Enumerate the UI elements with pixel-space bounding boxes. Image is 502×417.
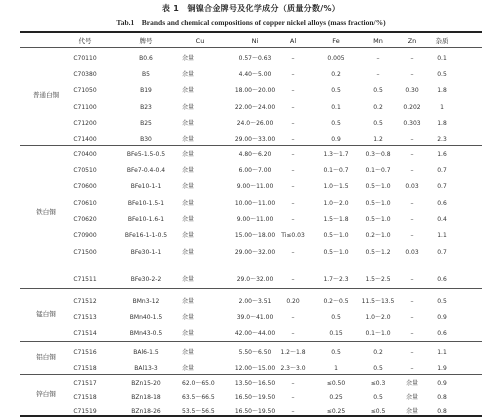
table-cell: – bbox=[291, 151, 295, 158]
table-cell: 0.5 bbox=[373, 365, 383, 372]
table-cell: – bbox=[291, 216, 295, 223]
table-cell: B23 bbox=[140, 104, 152, 111]
table-cell: BFe10-1.5-1 bbox=[127, 200, 165, 207]
table-cell: – bbox=[291, 183, 295, 190]
table-cell: 0.5 bbox=[373, 87, 383, 94]
group-separator-rule bbox=[20, 145, 482, 146]
table-cell: 余量 bbox=[182, 232, 195, 239]
table-top-rule bbox=[20, 31, 482, 33]
table-cell: 0.5 bbox=[373, 120, 383, 127]
table-cell: – bbox=[376, 55, 380, 62]
table-cell: C71512 bbox=[73, 298, 97, 305]
table-cell: 1.7～2.3 bbox=[323, 276, 349, 283]
table-cell: – bbox=[410, 71, 414, 78]
table-cell: 2.3 bbox=[437, 136, 447, 143]
table-cell: 0.202 bbox=[403, 104, 421, 111]
table-cell: 0.7 bbox=[437, 183, 447, 190]
table-cell: 2.00～3.51 bbox=[238, 298, 272, 305]
table-cell: 0.6 bbox=[437, 200, 447, 207]
table-cell: – bbox=[410, 314, 414, 321]
group-separator-rule bbox=[20, 374, 482, 375]
column-header: Cu bbox=[195, 37, 205, 45]
table-cell: BFe10-1.6-1 bbox=[127, 216, 165, 223]
table-cell: BZn18-26 bbox=[131, 408, 161, 415]
table-cell: 1.0～2.0 bbox=[323, 200, 349, 207]
table-cell: 16.50～19.50 bbox=[234, 394, 276, 401]
table-cell: 0.5～1.0 bbox=[323, 232, 349, 239]
table-cell: 余量 bbox=[182, 136, 195, 143]
table-cell: 余量 bbox=[182, 104, 195, 111]
table-cell: C71514 bbox=[73, 330, 97, 337]
table-cell: C70510 bbox=[73, 167, 97, 174]
group-separator-rule bbox=[20, 288, 482, 289]
table-cell: – bbox=[291, 394, 295, 401]
table-cell: 29.00～32.00 bbox=[234, 249, 276, 256]
group-label: 铁白铜 bbox=[36, 208, 56, 216]
table-cell: 0.15 bbox=[329, 330, 343, 337]
column-header: Ni bbox=[251, 37, 259, 45]
table-cell: ≤0.3 bbox=[370, 380, 386, 387]
table-cell: 0.9 bbox=[437, 314, 447, 321]
table-cell: C70620 bbox=[73, 216, 97, 223]
table-cell: B0.6 bbox=[139, 55, 153, 62]
table-cell: 0.57～0.63 bbox=[238, 55, 272, 62]
table-cell: 0.5 bbox=[373, 394, 383, 401]
table-cell: C71518 bbox=[73, 365, 97, 372]
table-cell: 1.2 bbox=[373, 136, 383, 143]
table-cell: 0.5 bbox=[437, 71, 447, 78]
table-cell: BZn15-20 bbox=[131, 380, 161, 387]
table-cell: 0.6 bbox=[437, 276, 447, 283]
table-cell: C71518 bbox=[73, 394, 97, 401]
table-cell: C70400 bbox=[73, 151, 97, 158]
table-cell: 5.50～6.50 bbox=[238, 349, 272, 356]
table-cell: 0.5 bbox=[331, 87, 341, 94]
table-cell: ≤0.25 bbox=[326, 408, 346, 415]
table-cell: C71050 bbox=[73, 87, 97, 94]
table-cell: 1.6 bbox=[437, 151, 447, 158]
table-cell: – bbox=[291, 200, 295, 207]
table-cell: 6.00～7.00 bbox=[238, 167, 272, 174]
table-cell: 0.3～0.8 bbox=[365, 151, 391, 158]
table-cell: C70900 bbox=[73, 232, 97, 239]
table-cell: 0.1～0.7 bbox=[323, 167, 349, 174]
table-cell: C71517 bbox=[73, 380, 97, 387]
table-cell: 0.9 bbox=[331, 136, 341, 143]
table-cell: C70380 bbox=[73, 71, 97, 78]
table-cell: 1.1 bbox=[437, 232, 447, 239]
table-cell: – bbox=[291, 249, 295, 256]
table-cell: 11.5～13.5 bbox=[361, 298, 395, 305]
table-cell: – bbox=[410, 349, 414, 356]
table-cell: BFe16-1-1-0.5 bbox=[124, 232, 168, 239]
table-cell: BMn40-1.5 bbox=[129, 314, 163, 321]
table-cell: BAl6-1.5 bbox=[133, 349, 159, 356]
table-cell: C70600 bbox=[73, 183, 97, 190]
table-cell: 2.3～3.0 bbox=[280, 365, 306, 372]
header-bottom-rule bbox=[20, 47, 482, 48]
table-cell: ≤0.5 bbox=[370, 408, 386, 415]
table-cell: 0.5～1.2 bbox=[365, 249, 391, 256]
table-cell: 16.50～19.50 bbox=[234, 408, 276, 415]
table-cell: C71516 bbox=[73, 349, 97, 356]
group-label: 锰白铜 bbox=[36, 310, 56, 318]
table-cell: C70110 bbox=[73, 55, 97, 62]
table-cell: 1 bbox=[334, 365, 338, 372]
table-cell: 53.5～56.5 bbox=[182, 408, 215, 415]
table-cell: – bbox=[291, 120, 295, 127]
table-cell: – bbox=[410, 200, 414, 207]
table-cell: 0.03 bbox=[405, 183, 419, 190]
table-cell: 42.00～44.00 bbox=[234, 330, 276, 337]
table-cell: Ti≤0.03 bbox=[281, 232, 305, 239]
table-cell: C71200 bbox=[73, 120, 97, 127]
table-cell: 余量 bbox=[182, 183, 195, 190]
table-cell: 余量 bbox=[182, 276, 195, 283]
table-cell: 余量 bbox=[182, 249, 195, 256]
table-cell: 62.0～65.0 bbox=[182, 380, 215, 387]
table-cell: 22.00～24.00 bbox=[234, 104, 276, 111]
table-cell: B19 bbox=[140, 87, 152, 94]
caption-chinese: 表 1 铜镍合金牌号及化学成分（质量分数/%） bbox=[161, 4, 341, 13]
table-cell: – bbox=[291, 330, 295, 337]
table-cell: – bbox=[410, 55, 414, 62]
table-cell: – bbox=[410, 276, 414, 283]
table-cell: BFe7-0.4-0.4 bbox=[126, 167, 166, 174]
column-header: 代号 bbox=[78, 37, 92, 45]
table-cell: 0.5 bbox=[437, 298, 447, 305]
table-cell: 1.5～1.8 bbox=[323, 216, 349, 223]
column-header: 杂质 bbox=[435, 37, 449, 45]
table-cell: 0.2～1.0 bbox=[365, 232, 391, 239]
table-cell: – bbox=[291, 136, 295, 143]
table-cell: – bbox=[410, 298, 414, 305]
table-cell: 0.5～1.0 bbox=[365, 183, 391, 190]
table-cell: 余量 bbox=[182, 71, 195, 78]
table-cell: BMn43-0.5 bbox=[129, 330, 163, 337]
table-cell: – bbox=[376, 71, 380, 78]
table-cell: 0.30 bbox=[405, 87, 419, 94]
table-cell: 0.6 bbox=[437, 330, 447, 337]
table-cell: – bbox=[291, 71, 295, 78]
table-cell: BFe30-1-1 bbox=[130, 249, 162, 256]
caption-english: Tab.1 Brands and chemical compositions of copper nickel alloys (mass fraction/%) bbox=[116, 18, 386, 27]
table-cell: – bbox=[291, 87, 295, 94]
table-cell: BMn3-12 bbox=[132, 298, 160, 305]
table-cell: 9.00～11.00 bbox=[236, 183, 274, 190]
table-cell: 0.7 bbox=[437, 249, 447, 256]
table-cell: B25 bbox=[140, 120, 152, 127]
table-cell: 0.5～1.0 bbox=[323, 249, 349, 256]
table-cell: – bbox=[410, 151, 414, 158]
column-header: Fe bbox=[332, 37, 340, 45]
table-cell: 39.0～41.00 bbox=[236, 314, 274, 321]
table-cell: 余量 bbox=[182, 349, 195, 356]
table-cell: C70610 bbox=[73, 200, 97, 207]
table-cell: 0.2 bbox=[373, 349, 383, 356]
table-cell: BZn18-18 bbox=[131, 394, 161, 401]
table-cell: ≤0.50 bbox=[326, 380, 346, 387]
table-cell: C71100 bbox=[73, 104, 97, 111]
table-cell: 1.1 bbox=[437, 349, 447, 356]
table-cell: B5 bbox=[142, 71, 150, 78]
table-cell: – bbox=[410, 216, 414, 223]
table-cell: 余量 bbox=[182, 151, 195, 158]
table-cell: 余量 bbox=[182, 55, 195, 62]
table-cell: 余量 bbox=[182, 167, 195, 174]
table-cell: – bbox=[410, 365, 414, 372]
table-cell: – bbox=[410, 136, 414, 143]
table-cell: 余量 bbox=[405, 380, 419, 387]
table-cell: C71500 bbox=[73, 249, 97, 256]
table-cell: 0.20 bbox=[286, 298, 300, 305]
table-cell: 0.1 bbox=[331, 104, 341, 111]
column-header: Zn bbox=[407, 37, 417, 45]
table-cell: 12.00～15.00 bbox=[234, 365, 276, 372]
table-cell: C71400 bbox=[73, 136, 97, 143]
table-cell: 0.1 bbox=[437, 55, 447, 62]
table-cell: 1.8 bbox=[437, 120, 447, 127]
table-cell: BFe10-1-1 bbox=[130, 183, 162, 190]
table-cell: 余量 bbox=[182, 120, 195, 127]
table-cell: 0.8 bbox=[437, 394, 447, 401]
table-cell: 1 bbox=[440, 104, 444, 111]
table-cell: C71519 bbox=[73, 408, 97, 415]
table-cell: 0.303 bbox=[403, 120, 421, 127]
table-cell: 余量 bbox=[405, 394, 419, 401]
table-cell: BAl13-3 bbox=[134, 365, 158, 372]
table-cell: 29.00～33.00 bbox=[234, 136, 276, 143]
table-cell: 63.5～66.5 bbox=[182, 394, 215, 401]
table-cell: C71513 bbox=[73, 314, 97, 321]
table-cell: 余量 bbox=[182, 365, 195, 372]
table-cell: 10.00～11.00 bbox=[234, 200, 276, 207]
table-cell: – bbox=[410, 232, 414, 239]
table-cell: C71511 bbox=[73, 276, 97, 283]
table-cell: B30 bbox=[140, 136, 152, 143]
table-cell: 0.2～0.5 bbox=[323, 298, 349, 305]
column-header: 牌号 bbox=[139, 37, 153, 45]
table-cell: 4.80～6.20 bbox=[238, 151, 272, 158]
table-cell: 1.9 bbox=[437, 365, 447, 372]
table-cell: BFe5-1.5-0.5 bbox=[126, 151, 166, 158]
table-cell: – bbox=[291, 55, 295, 62]
table-cell: 24.0～26.00 bbox=[236, 120, 274, 127]
table-cell: 0.1～0.7 bbox=[365, 167, 391, 174]
table-cell: 15.00～18.00 bbox=[234, 232, 276, 239]
table-cell: 0.9 bbox=[437, 380, 447, 387]
table-bottom-rule bbox=[20, 415, 482, 417]
table-cell: 0.5～1.0 bbox=[365, 216, 391, 223]
table-cell: 0.4 bbox=[437, 216, 447, 223]
table-cell: 0.25 bbox=[329, 394, 343, 401]
table-cell: – bbox=[291, 408, 295, 415]
column-header: Al bbox=[289, 37, 297, 45]
table-cell: 18.00～20.00 bbox=[234, 87, 276, 94]
table-cell: 0.2 bbox=[331, 71, 341, 78]
table-cell: 0.8 bbox=[437, 408, 447, 415]
table-cell: – bbox=[291, 380, 295, 387]
table-cell: 余量 bbox=[182, 330, 195, 337]
table-cell: BFe30-2-2 bbox=[130, 276, 162, 283]
table-cell: 0.005 bbox=[327, 55, 345, 62]
table-cell: – bbox=[291, 167, 295, 174]
table-cell: – bbox=[291, 314, 295, 321]
table-cell: 1.0～2.0 bbox=[365, 314, 391, 321]
table-cell: 0.1～1.0 bbox=[365, 330, 391, 337]
table-cell: 29.0～32.00 bbox=[236, 276, 274, 283]
table-cell: 9.00～11.00 bbox=[236, 216, 274, 223]
table-cell: – bbox=[410, 167, 414, 174]
table-cell: 1.8 bbox=[437, 87, 447, 94]
table-cell: 余量 bbox=[182, 298, 195, 305]
table-cell: 余量 bbox=[182, 200, 195, 207]
table-cell: 0.5 bbox=[331, 349, 341, 356]
table-cell: 13.50～16.50 bbox=[234, 380, 276, 387]
table-cell: 1.0～1.5 bbox=[323, 183, 349, 190]
group-separator-rule bbox=[20, 341, 482, 342]
table-cell: 余量 bbox=[182, 216, 195, 223]
table-cell: 0.7 bbox=[437, 167, 447, 174]
table-cell: 1.3～1.7 bbox=[323, 151, 349, 158]
table-cell: – bbox=[291, 104, 295, 111]
table-cell: – bbox=[410, 330, 414, 337]
table-cell: 0.5 bbox=[331, 120, 341, 127]
table-cell: – bbox=[291, 276, 295, 283]
table-cell: 0.03 bbox=[405, 249, 419, 256]
table-cell: 0.2 bbox=[373, 104, 383, 111]
column-header: Mn bbox=[373, 37, 383, 45]
table-cell: 1.5～2.5 bbox=[365, 276, 391, 283]
table-cell: 0.5～1.0 bbox=[365, 200, 391, 207]
table-cell: 4.40～5.00 bbox=[238, 71, 272, 78]
table-cell: 0.5 bbox=[331, 314, 341, 321]
group-label: 铝白铜 bbox=[36, 353, 56, 361]
group-label: 锌白铜 bbox=[36, 390, 56, 398]
table-cell: 余量 bbox=[182, 314, 195, 321]
table-cell: 余量 bbox=[182, 87, 195, 94]
table-cell: 1.2～1.8 bbox=[280, 349, 306, 356]
table-cell: 余量 bbox=[405, 408, 419, 415]
group-label: 普通白铜 bbox=[33, 91, 59, 99]
